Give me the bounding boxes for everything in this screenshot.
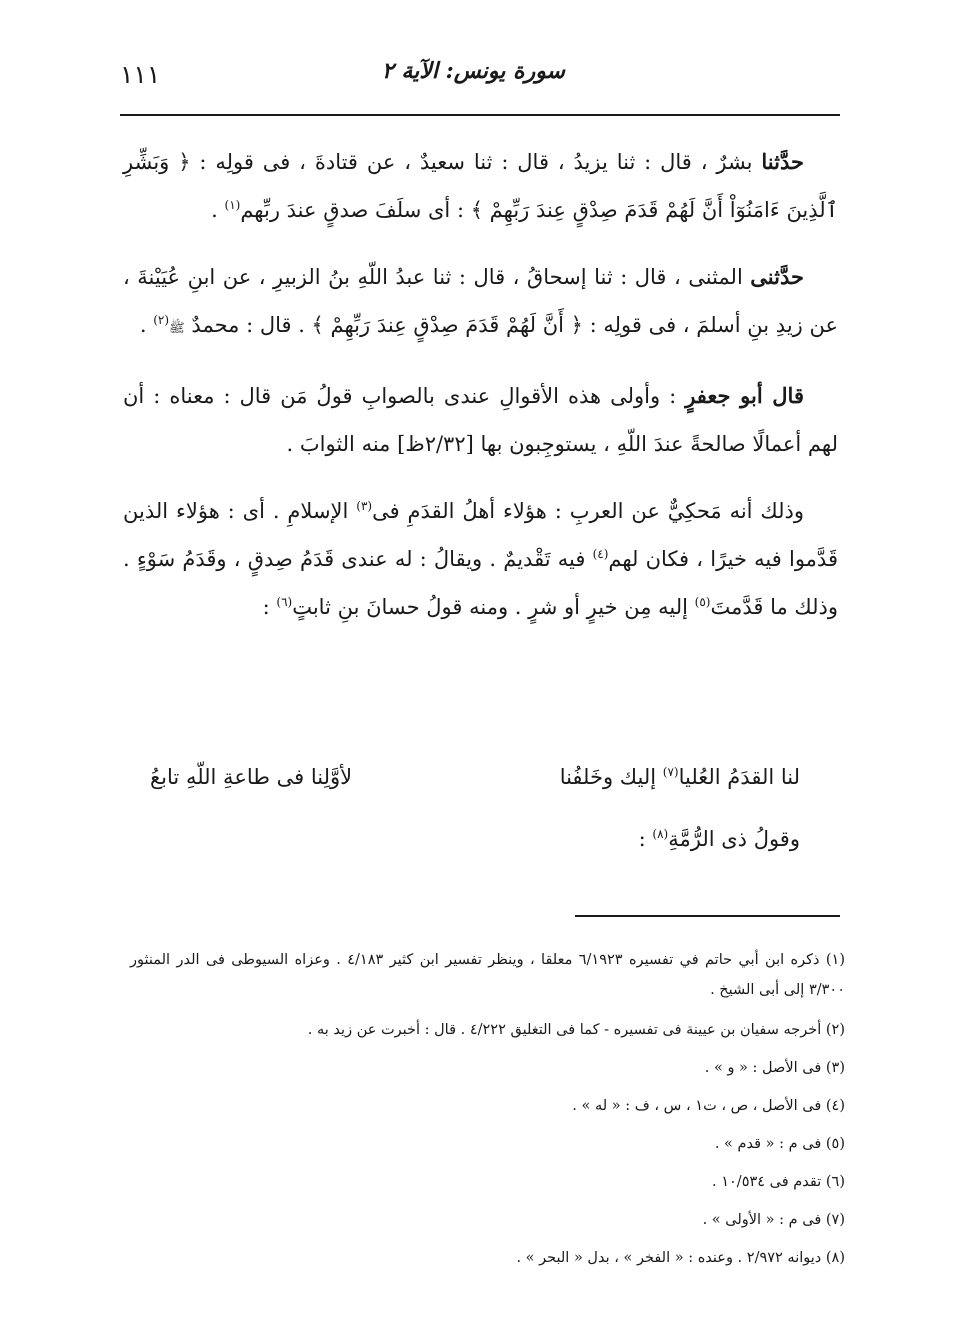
paragraph-text: : أى سلَفَ صدقٍ عندَ ربِّهم xyxy=(240,198,471,222)
footnote-ref[interactable]: (٣) xyxy=(356,499,373,513)
paragraph-text: : xyxy=(638,827,653,851)
footnote-ref[interactable]: (٢) xyxy=(153,313,170,327)
footnote-ref[interactable]: (٥) xyxy=(694,595,711,609)
paragraph-4 xyxy=(123,487,838,631)
poetry-verse xyxy=(150,753,800,801)
verse-first-hemistich xyxy=(560,753,800,801)
paragraph-2 xyxy=(123,253,838,353)
quran-quote: ﴿ وَبَشِّرِ ٱلَّذِينَ ءَامَنُوٓاْ أَنَّ لَهُمْ قَدَمَ صِدْقٍ عِندَ رَبِّهِمْ ﴾ xyxy=(123,150,838,222)
main-text xyxy=(123,138,838,650)
footnote-4: (٤) فى الأصل ، ص ، ت١ ، س ، ف : « له » . xyxy=(572,1098,845,1114)
paragraph-text: . xyxy=(211,198,225,222)
footnote-7: (٧) فى م : « الأولى » . xyxy=(702,1212,845,1228)
verse-text: لنا القدَمُ العُليا xyxy=(678,765,800,789)
page-number: ١١١ xyxy=(120,60,161,89)
footnote-2: (٢) أخرجه سفيان بن عيينة فى تفسيره - كما فى التغليق ٤/٢٢٢ . قال : أخبرت عن زيد به . xyxy=(307,1022,845,1038)
paragraph-text: المثنى ، قال : ثنا إسحاقُ ، قال : ثنا عبدُ اللّهِ بنُ الزبيرِ ، عن ابنِ عُيَيْنةَ ، عن زيدِ بنِ أسلمَ ، فى قولِه : xyxy=(123,265,838,337)
paragraph-text: بشرٌ ، قال : ثنا يزيدُ ، قال : ثنا سعيدٌ ، عن قتادةَ ، فى قولِه : xyxy=(190,150,762,174)
footnote-rule xyxy=(575,915,840,917)
footnote-3: (٣) فى الأصل : « و » . xyxy=(704,1060,845,1076)
paragraph-text: فيه تَقْديمٌ . ويقالُ : له عندى قَدَمُ صِدقٍ ، وقَدَمُ سَوْءٍ . وذلك ما قَدَّمتَ xyxy=(123,547,838,619)
footnotes xyxy=(130,945,845,1277)
page-header xyxy=(120,58,840,98)
paragraph-text: الإسلامِ . أى : هؤلاء الذين قَدَّموا فيه خيرًا ، فكان لهم xyxy=(123,499,838,571)
paragraph-text: إليه مِن خيرٍ أو شرٍ . ومنه قولُ حسانَ بنِ ثابتٍ xyxy=(292,595,695,619)
verse-text: إليك وخَلفُنا xyxy=(559,765,663,789)
paragraph-3 xyxy=(123,372,838,468)
narration-lead: حدَّثنا xyxy=(761,149,804,174)
footnote-5: (٥) فى م : « قدم » . xyxy=(714,1136,845,1152)
paragraph-text: وذلك أنه مَحكِيٌّ عن العربِ : هؤلاء أهلُ القدَمِ فى xyxy=(372,499,804,523)
paragraph-5 xyxy=(150,815,800,863)
salla-ligature: ﷺ xyxy=(169,321,185,336)
footnote-ref[interactable]: (٨) xyxy=(652,827,669,841)
paragraph-text: . قال : محمدٌ xyxy=(184,313,312,337)
footnote-6: (٦) تقدم فى ١٠/٥٣٤ . xyxy=(712,1174,845,1190)
paragraph-text: : xyxy=(262,595,277,619)
quran-quote: ﴿ أَنَّ لَهُمْ قَدَمَ صِدْقٍ عِندَ رَبِّهِمْ ﴾ xyxy=(311,313,583,337)
header-rule xyxy=(120,114,840,116)
footnote-ref[interactable]: (٦) xyxy=(276,595,293,609)
verse-second-hemistich: لأوَّلِنا فى طاعةِ اللّهِ تابعُ xyxy=(150,765,353,789)
author-lead: قال أبو جعفرٍ xyxy=(685,383,804,408)
paragraph-text: : وأولى هذه الأقوالِ عندى بالصوابِ قولُ مَن قال : معناه : أن لهم أعمالًا صالحةً عندَ اللّهِ ، يستوجِبون بها [٢/٣٢ظ] منه الثوابَ . xyxy=(123,384,838,456)
footnote-ref[interactable]: (٧) xyxy=(662,765,679,779)
footnote-8: (٨) ديوانه ٢/٩٧٢ . وعنده : « الفخر » ، بدل « البحر » . xyxy=(516,1250,845,1266)
footnote-ref[interactable]: (٤) xyxy=(592,547,609,561)
footnote-ref[interactable]: (١) xyxy=(224,198,241,212)
running-title: سورة يونس: الآية ٢ xyxy=(381,58,565,84)
footnote-1: (١) ذكره ابن أبي حاتم في تفسيره ٦/١٩٢٣ معلقا ، وينظر تفسير ابن كثير ٤/١٨٣ . وعزاه السيوطى فى الدر المنثور ٣/٣٠٠ إلى أبى الشيخ . xyxy=(130,952,845,998)
paragraph-text: . xyxy=(139,313,154,337)
paragraph-text: وقولُ ذى الرُّمَّةِ xyxy=(668,827,800,851)
paragraph-1 xyxy=(123,138,838,234)
narration-lead: حدَّثنى xyxy=(750,264,804,289)
